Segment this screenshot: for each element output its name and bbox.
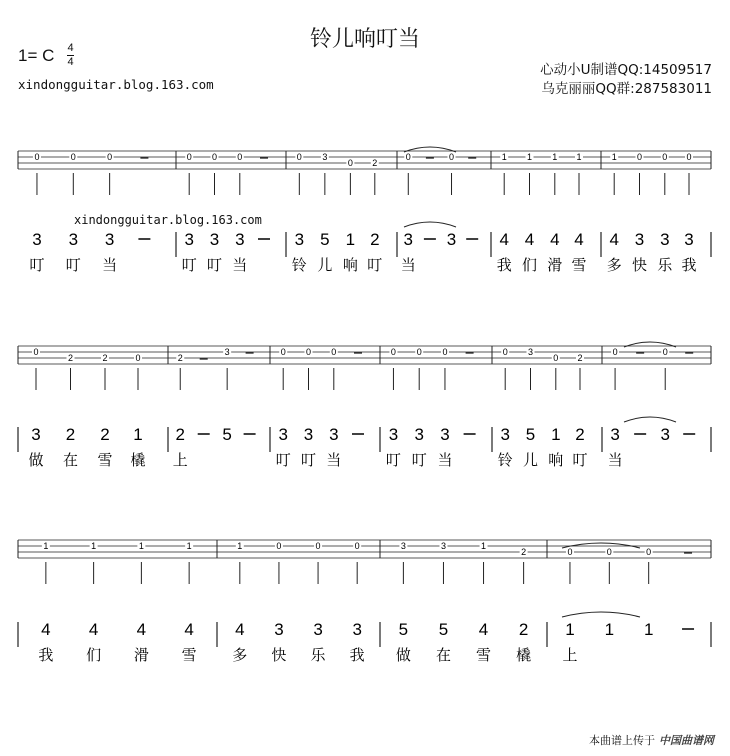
time-signature-bottom: 4 bbox=[67, 56, 74, 68]
lyric-char: 雪 bbox=[571, 256, 587, 274]
tab-number: 0 bbox=[331, 347, 337, 357]
lyric-char: 叮 bbox=[275, 451, 291, 469]
tab-number: 1 bbox=[526, 152, 533, 162]
jianpu-note: 3 bbox=[610, 425, 620, 444]
jianpu-note: 2 bbox=[370, 230, 380, 249]
tab-number: 0 bbox=[354, 541, 360, 551]
lyric-char: 们 bbox=[521, 256, 538, 274]
lyric-char: 叮 bbox=[385, 451, 401, 469]
lyric-char: 当 bbox=[437, 451, 453, 469]
lyric-char: 雪 bbox=[181, 646, 197, 664]
jianpu-note: 3 bbox=[294, 230, 305, 249]
lyric-char: 我 bbox=[38, 646, 54, 664]
credit-line-2: 乌克丽丽QQ群:287583011 bbox=[541, 81, 712, 97]
blog-url: xindongguitar.blog.163.com bbox=[18, 77, 214, 92]
lyric-char: 当 bbox=[232, 256, 248, 274]
jianpu-note: 1 bbox=[133, 425, 143, 444]
jianpu-note: 3 bbox=[440, 425, 450, 444]
tab-number: 0 bbox=[211, 152, 218, 162]
credit-line-1: 心动小U制谱QQ:14509517 bbox=[540, 62, 712, 78]
lyric-char: 滑 bbox=[547, 256, 563, 274]
site-logo: 中国曲谱网 bbox=[659, 734, 714, 747]
tab-number: 3 bbox=[322, 152, 328, 162]
lyric-char: 响 bbox=[342, 256, 358, 274]
lyric-char: 当 bbox=[400, 256, 416, 274]
tab-number: 1 bbox=[481, 541, 487, 551]
jianpu-note: 4 bbox=[609, 230, 619, 249]
jianpu-note: 1 bbox=[643, 620, 654, 639]
watermark-url: xindongguitar.blog.163.com bbox=[74, 213, 262, 227]
lyric-char: 乐 bbox=[657, 256, 673, 274]
jianpu-note: 3 bbox=[303, 425, 314, 444]
lyric-char: 儿 bbox=[317, 256, 333, 274]
tab-number: 0 bbox=[315, 541, 321, 551]
lyric-char: 当 bbox=[326, 451, 342, 469]
jianpu-note: 3 bbox=[31, 425, 41, 444]
lyric-char: 当 bbox=[607, 451, 623, 469]
time-signature-top: 4 bbox=[67, 42, 74, 54]
jianpu-note: 3 bbox=[660, 230, 670, 249]
lyric-char: 在 bbox=[62, 451, 79, 469]
tab-number: 0 bbox=[636, 152, 643, 162]
jianpu-note: 3 bbox=[414, 425, 424, 444]
jianpu-note: 3 bbox=[329, 425, 339, 444]
tab-number: 0 bbox=[553, 353, 559, 363]
tab-number: 2 bbox=[521, 547, 527, 557]
lyric-char: 叮 bbox=[65, 256, 81, 274]
tab-number: 1 bbox=[186, 541, 192, 551]
jianpu-note: 3 bbox=[352, 620, 362, 639]
lyric-char: 儿 bbox=[522, 451, 539, 469]
tab-number: 0 bbox=[305, 347, 312, 357]
tab-number: 0 bbox=[662, 347, 668, 357]
lyric-char: 多 bbox=[606, 256, 622, 274]
lyric-char: 做 bbox=[395, 646, 411, 664]
tab-number: 1 bbox=[237, 541, 243, 551]
tab-number: 2 bbox=[577, 353, 583, 363]
tie-arc bbox=[404, 222, 456, 227]
tab-number: 0 bbox=[606, 547, 612, 557]
jianpu-note: 3 bbox=[500, 425, 510, 444]
jianpu-note: 5 bbox=[525, 425, 536, 444]
song-title: 铃儿响叮当 bbox=[309, 27, 420, 52]
tab-number: 0 bbox=[296, 152, 302, 162]
lyric-char: 在 bbox=[435, 646, 451, 664]
lyric-char: 快 bbox=[271, 646, 287, 664]
footer-text: 本曲谱上传于 bbox=[589, 734, 655, 747]
lyric-char: 叮 bbox=[206, 256, 223, 274]
tab-number: 1 bbox=[91, 541, 97, 551]
tab-number: 0 bbox=[405, 152, 411, 162]
tab-number: 2 bbox=[67, 353, 74, 363]
tab-number: 0 bbox=[502, 347, 508, 357]
jianpu-note: 3 bbox=[660, 425, 670, 444]
lyric-char: 叮 bbox=[29, 256, 45, 274]
jianpu-note: 1 bbox=[551, 425, 561, 444]
jianpu-note: 3 bbox=[209, 230, 220, 249]
tab-number: 0 bbox=[646, 547, 652, 557]
tab-number: 0 bbox=[186, 152, 192, 162]
lyric-char: 们 bbox=[86, 646, 102, 664]
jianpu-note: 2 bbox=[175, 425, 185, 444]
jianpu-note: 2 bbox=[518, 620, 529, 639]
jianpu-note: 3 bbox=[684, 230, 694, 249]
tab-number: 1 bbox=[501, 152, 507, 162]
jianpu-note: 4 bbox=[574, 230, 584, 249]
tab-number: 0 bbox=[416, 347, 422, 357]
lyric-char: 响 bbox=[548, 451, 564, 469]
jianpu-note: 3 bbox=[235, 230, 245, 249]
jianpu-note: 4 bbox=[478, 620, 489, 639]
tab-number: 2 bbox=[372, 158, 378, 168]
jianpu-note: 3 bbox=[32, 230, 42, 249]
tab-number: 1 bbox=[576, 152, 582, 162]
tab-number: 0 bbox=[276, 541, 282, 551]
jianpu-note: 4 bbox=[184, 620, 194, 639]
jianpu-note: 2 bbox=[575, 425, 585, 444]
lyric-char: 叮 bbox=[300, 451, 317, 469]
lyric-char: 雪 bbox=[476, 646, 492, 664]
lyric-char: 滑 bbox=[133, 646, 149, 664]
tab-number: 0 bbox=[449, 152, 455, 162]
tab-number: 3 bbox=[224, 347, 230, 357]
tab-number: 0 bbox=[280, 347, 286, 357]
jianpu-note: 4 bbox=[136, 620, 147, 639]
jianpu-note: 5 bbox=[320, 230, 330, 249]
lyric-char: 叮 bbox=[572, 451, 588, 469]
jianpu-note: 5 bbox=[222, 425, 232, 444]
jianpu-note: 4 bbox=[499, 230, 509, 249]
jianpu-note: 4 bbox=[88, 620, 99, 639]
tab-number: 3 bbox=[400, 541, 406, 551]
lyric-char: 雪 bbox=[97, 451, 113, 469]
tab-number: 2 bbox=[102, 353, 108, 363]
jianpu-note: 3 bbox=[388, 425, 399, 444]
lyric-char: 我 bbox=[681, 256, 697, 274]
lyric-char: 我 bbox=[349, 646, 365, 664]
lyric-char: 橇 bbox=[130, 451, 146, 469]
tab-number: 0 bbox=[347, 158, 353, 168]
lyric-char: 铃 bbox=[497, 451, 513, 469]
tab-number: 0 bbox=[33, 347, 39, 357]
tab-number: 0 bbox=[442, 347, 448, 357]
lyric-char: 叮 bbox=[411, 451, 427, 469]
jianpu-note: 4 bbox=[235, 620, 245, 639]
tab-number: 0 bbox=[70, 152, 76, 162]
jianpu-note: 3 bbox=[104, 230, 115, 249]
tab-number: 3 bbox=[527, 347, 534, 357]
tab-number: 1 bbox=[138, 541, 144, 551]
tab-number: 1 bbox=[552, 152, 558, 162]
jianpu-note: 3 bbox=[68, 230, 79, 249]
tab-number: 0 bbox=[662, 152, 668, 162]
tab-number: 0 bbox=[107, 152, 113, 162]
jianpu-note: 1 bbox=[604, 620, 615, 639]
jianpu-note: 3 bbox=[184, 230, 194, 249]
jianpu-note: 3 bbox=[403, 230, 414, 249]
lyric-char: 做 bbox=[28, 451, 44, 469]
tab-number: 3 bbox=[440, 541, 446, 551]
jianpu-note: 3 bbox=[634, 230, 645, 249]
jianpu-note: 2 bbox=[65, 425, 76, 444]
jianpu-note: 2 bbox=[100, 425, 110, 444]
lyric-char: 上 bbox=[562, 646, 578, 664]
key-signature: 1= C bbox=[18, 46, 55, 65]
jianpu-note: 5 bbox=[398, 620, 409, 639]
jianpu-note: 4 bbox=[550, 230, 560, 249]
lyric-char: 当 bbox=[102, 256, 118, 274]
lyric-char: 快 bbox=[631, 256, 648, 274]
tab-number: 0 bbox=[612, 347, 618, 357]
tab-number: 0 bbox=[237, 152, 243, 162]
lyric-char: 多 bbox=[232, 646, 248, 664]
jianpu-note: 4 bbox=[524, 230, 535, 249]
tab-number: 0 bbox=[135, 353, 141, 363]
tab-number: 0 bbox=[686, 152, 692, 162]
footer bbox=[589, 732, 714, 748]
lyric-char: 叮 bbox=[181, 256, 197, 274]
jianpu-note: 3 bbox=[313, 620, 323, 639]
jianpu-note: 4 bbox=[41, 620, 51, 639]
tab-number: 0 bbox=[567, 547, 573, 557]
jianpu-note: 1 bbox=[565, 620, 575, 639]
jianpu-note: 3 bbox=[278, 425, 288, 444]
jianpu-note: 5 bbox=[438, 620, 449, 639]
lyric-char: 上 bbox=[172, 451, 188, 469]
tab-number: 1 bbox=[43, 541, 49, 551]
lyric-char: 乐 bbox=[310, 646, 326, 664]
tie-arc bbox=[562, 612, 640, 617]
tab-number: 1 bbox=[611, 152, 617, 162]
jianpu-note: 3 bbox=[274, 620, 284, 639]
lyric-char: 叮 bbox=[367, 256, 383, 274]
jianpu-note: 3 bbox=[446, 230, 457, 249]
lyric-char: 橇 bbox=[516, 646, 532, 664]
jianpu-note: 1 bbox=[345, 230, 356, 249]
lyric-char: 我 bbox=[496, 256, 512, 274]
tab-number: 0 bbox=[34, 152, 40, 162]
lyric-char: 铃 bbox=[291, 256, 307, 274]
tab-number: 0 bbox=[390, 347, 396, 357]
tie-arc bbox=[624, 417, 676, 422]
tab-number: 2 bbox=[177, 353, 183, 363]
